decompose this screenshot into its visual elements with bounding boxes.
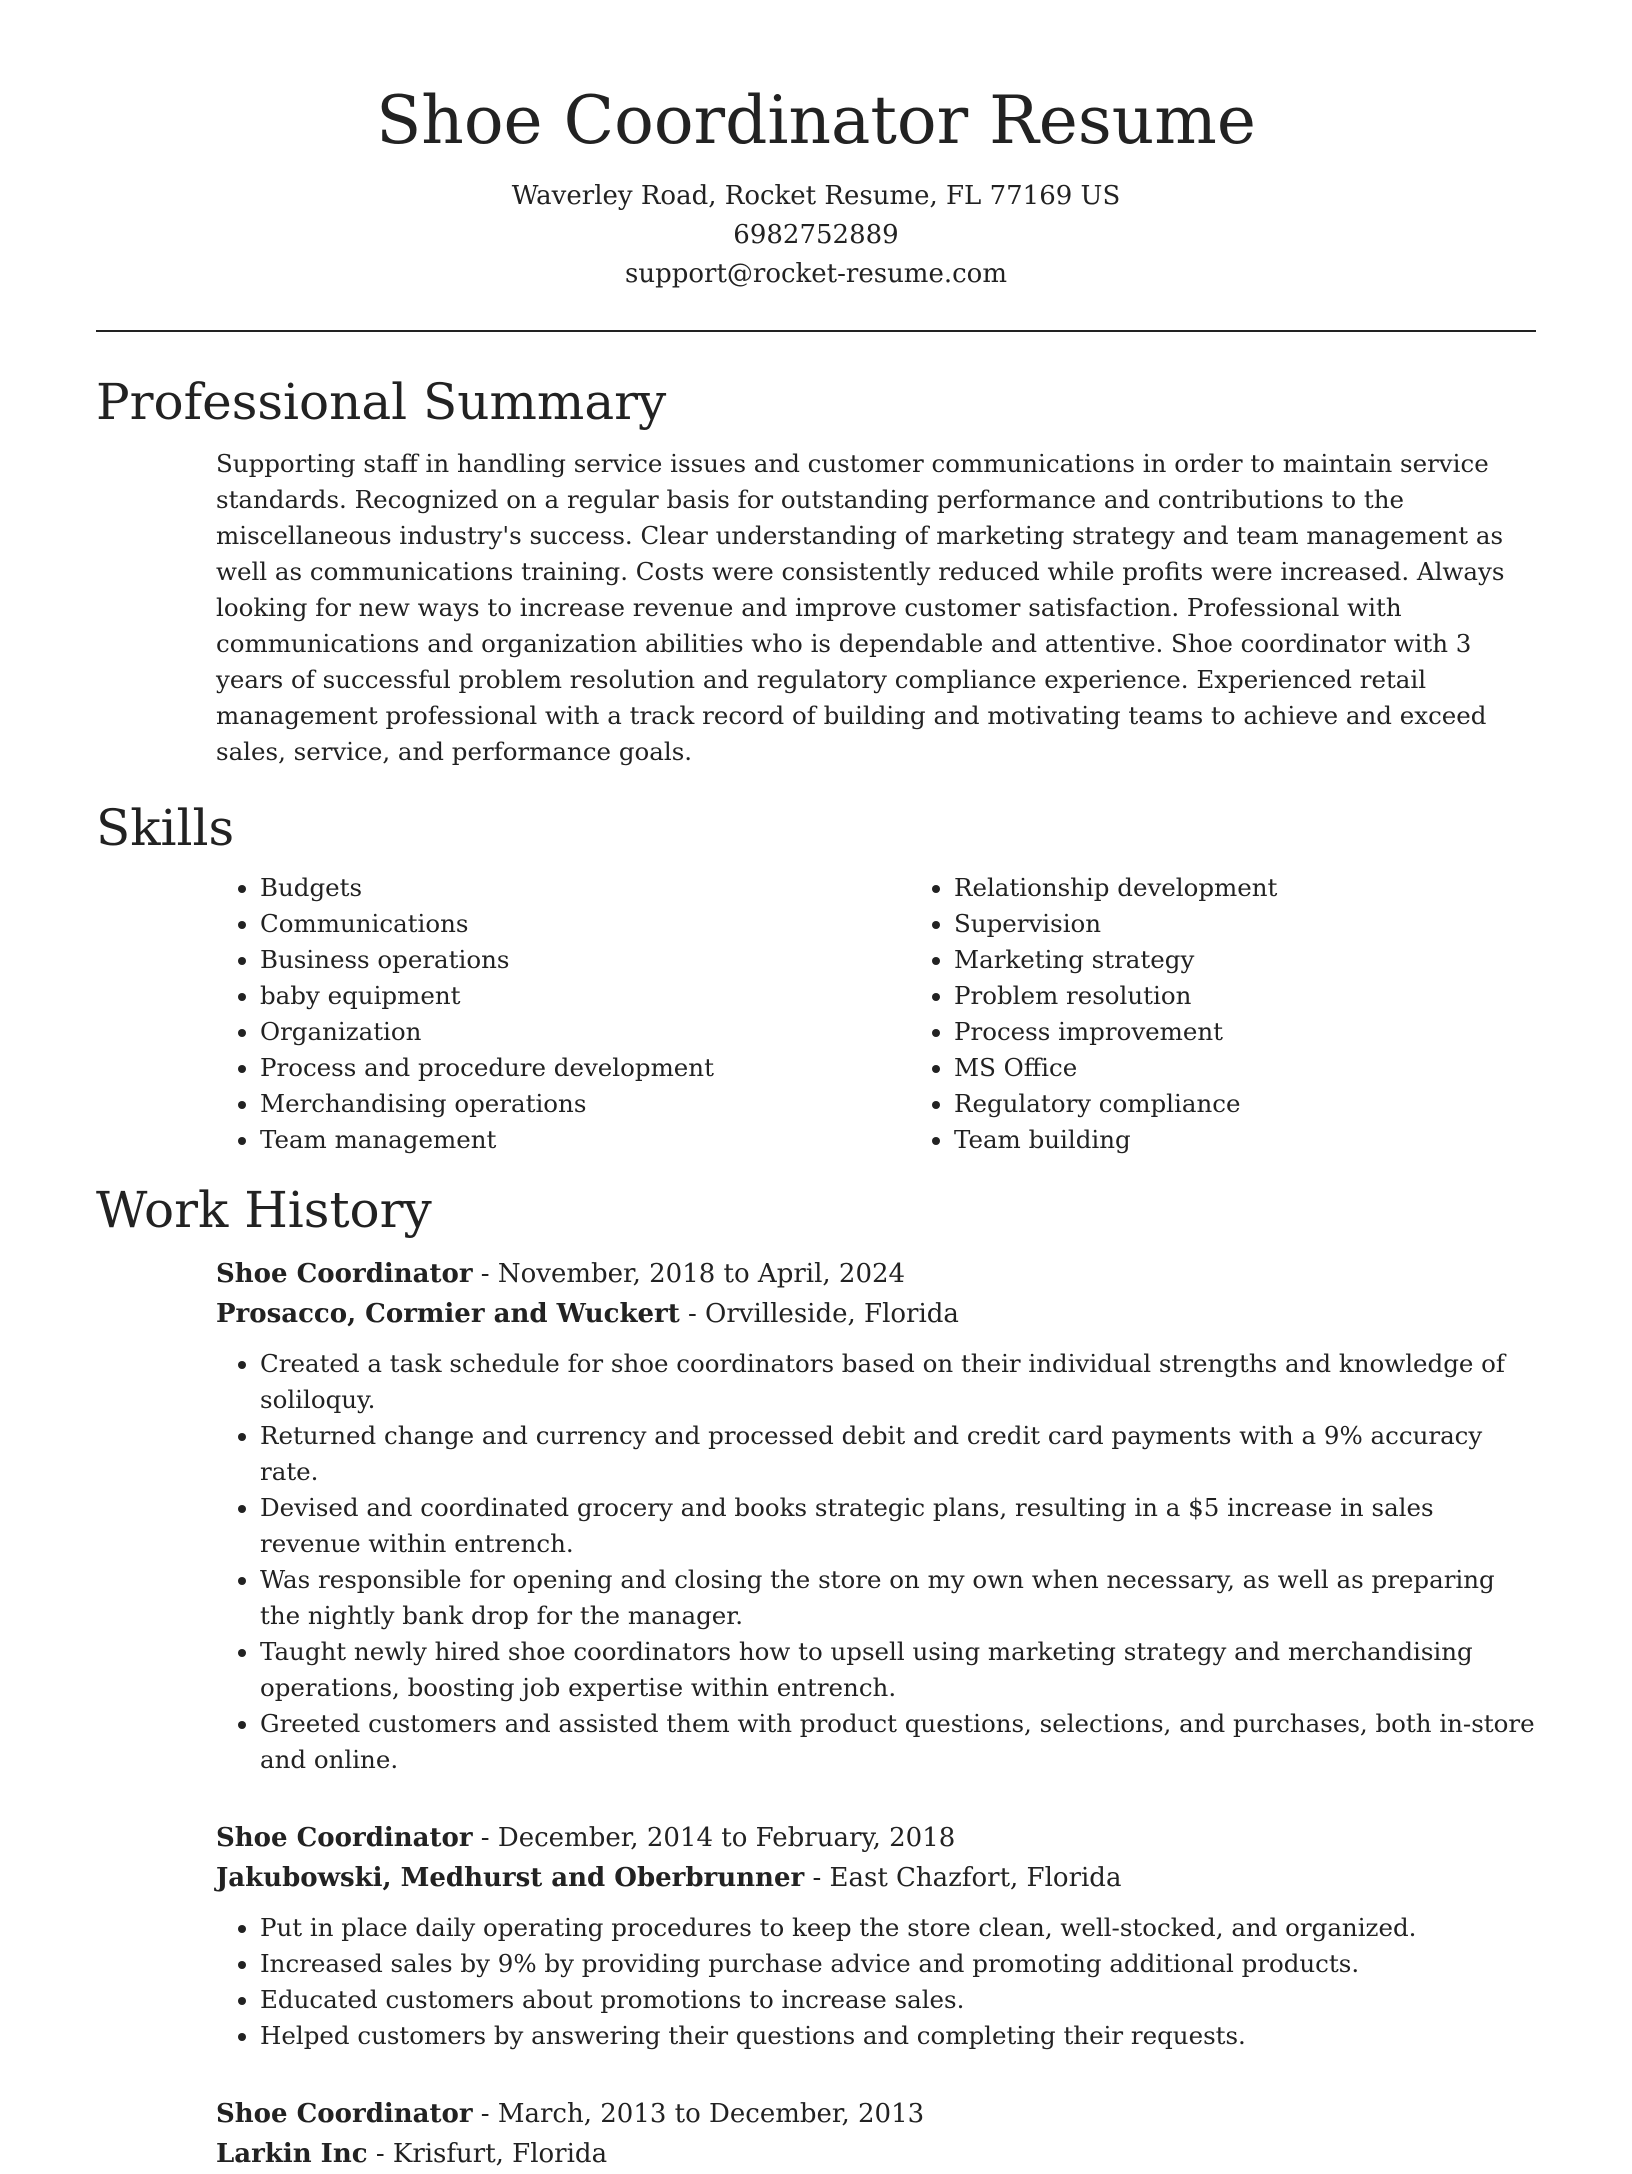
job-dates: - March, 2013 to December, 2013 <box>472 2098 925 2129</box>
job-bullet: • Put in place daily operating procedures to keep the store clean, well-stocked, and organized. <box>260 1910 1536 1946</box>
job-bullets <box>216 1910 1536 2054</box>
job-location: - East Chazfort, Florida <box>804 1862 1122 1893</box>
work-history-body <box>216 1254 1536 2174</box>
job-bullet: • Helped customers by answering their questions and completing their requests. <box>260 2018 1536 2054</box>
summary-text: Supporting staff in handling service issues and customer communications in order to maintain service standards. Recognized on a regular basis for outstanding performance and contributions to the miscellaneous industry's success. Clear understanding of marketing strategy and team management as well as communications training. Costs were consistently reduced while profits were increased. Always looking for new ways to increase revenue and improve customer satisfaction. Professional with communications and organization abilities who is dependable and attentive. Shoe coordinator with 3 years of successful problem resolution and regulatory compliance experience. Experienced retail management professional with a track record of building and motivating teams to achieve and exceed sales, service, and performance goals. <box>216 448 1505 766</box>
skill-item: • MS Office <box>954 1050 1536 1086</box>
job-bullet: • Returned change and currency and processed debit and credit card payments with a 9% accuracy rate. <box>260 1418 1536 1490</box>
header-divider <box>96 330 1536 332</box>
skills-grid <box>216 870 1536 1158</box>
summary-section <box>96 372 1536 770</box>
skill-item: • Process improvement <box>954 1014 1536 1050</box>
job-title-line <box>216 1818 1536 1858</box>
resume-header <box>96 80 1536 294</box>
contact-phone: 6982752889 <box>733 219 899 250</box>
job-entry <box>216 1254 1536 1778</box>
job-role: Shoe Coordinator <box>216 1822 473 1853</box>
job-company: Larkin Inc <box>216 2138 368 2169</box>
job-company: Prosacco, Cormier and Wuckert <box>216 1298 680 1329</box>
skill-item: • Problem resolution <box>954 978 1536 1014</box>
job-bullets <box>216 1346 1536 1778</box>
job-title-line <box>216 2094 1536 2134</box>
job-company: Jakubowski, Medhurst and Oberbrunner <box>216 1862 805 1893</box>
job-location: - Krisfurt, Florida <box>367 2138 608 2169</box>
job-role: Shoe Coordinator <box>216 1258 473 1289</box>
job-title-line <box>216 1254 1536 1294</box>
job-entry <box>216 1818 1536 2054</box>
job-bullet: • Taught newly hired shoe coordinators how to upsell using marketing strategy and merchandising operations, boosting job expertise within entrench. <box>260 1634 1536 1706</box>
work-history-section <box>96 1180 1536 2174</box>
contact-address: Waverley Road, Rocket Resume, FL 77169 US <box>511 180 1121 211</box>
job-company-line <box>216 2134 1536 2174</box>
skills-list-left <box>216 870 910 1158</box>
job-dates: - November, 2018 to April, 2024 <box>472 1258 906 1289</box>
summary-heading: Professional Summary <box>96 372 667 431</box>
skills-heading: Skills <box>96 798 235 857</box>
skills-section <box>96 798 1536 1158</box>
skill-item: • Regulatory compliance <box>954 1086 1536 1122</box>
skill-item: • Supervision <box>954 906 1536 942</box>
job-company-line <box>216 1858 1536 1898</box>
skill-item: • Marketing strategy <box>954 942 1536 978</box>
job-company-line <box>216 1294 1536 1334</box>
skill-item: • Team building <box>954 1122 1536 1158</box>
skill-item: • Process and procedure development <box>260 1050 910 1086</box>
job-entry <box>216 2094 1536 2174</box>
job-role: Shoe Coordinator <box>216 2098 473 2129</box>
job-dates: - December, 2014 to February, 2018 <box>472 1822 956 1853</box>
job-bullet: • Was responsible for opening and closing the store on my own when necessary, as well as preparing the nightly bank drop for the manager. <box>260 1562 1536 1634</box>
skill-item: • Organization <box>260 1014 910 1050</box>
skill-item: • Budgets <box>260 870 910 906</box>
job-bullet: • Increased sales by 9% by providing purchase advice and promoting additional products. <box>260 1946 1536 1982</box>
contact-email[interactable]: support@rocket-resume.com <box>624 258 1007 289</box>
job-bullet: • Greeted customers and assisted them with product questions, selections, and purchases, both in-store and online. <box>260 1706 1536 1778</box>
skill-item: • Business operations <box>260 942 910 978</box>
job-bullet: • Devised and coordinated grocery and books strategic plans, resulting in a $5 increase in sales revenue within entrench. <box>260 1490 1536 1562</box>
job-bullet: • Created a task schedule for shoe coordinators based on their individual strengths and knowledge of soliloquy. <box>260 1346 1536 1418</box>
skill-item: • baby equipment <box>260 978 910 1014</box>
skill-item: • Communications <box>260 906 910 942</box>
skill-item: • Team management <box>260 1122 910 1158</box>
skill-item: • Relationship development <box>954 870 1536 906</box>
resume-title: Shoe Coordinator Resume <box>376 82 1256 159</box>
contact-block <box>96 177 1536 294</box>
work-history-heading: Work History <box>96 1180 432 1239</box>
job-location: - Orvilleside, Florida <box>679 1298 959 1329</box>
summary-body <box>216 446 1536 770</box>
skills-list-right <box>910 870 1536 1158</box>
job-bullet: • Educated customers about promotions to increase sales. <box>260 1982 1536 2018</box>
skill-item: • Merchandising operations <box>260 1086 910 1122</box>
